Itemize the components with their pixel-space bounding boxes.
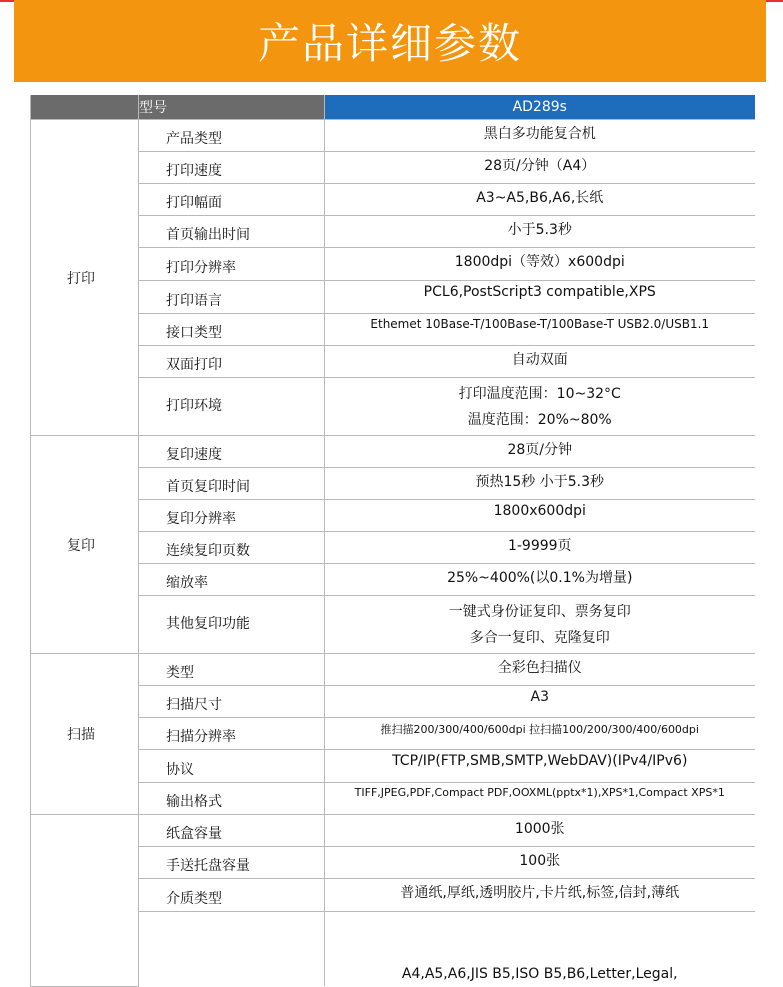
row-value xyxy=(325,596,755,654)
row-label: 打印速度 xyxy=(139,152,325,184)
table-row xyxy=(31,654,755,686)
row-label: 类型 xyxy=(139,654,325,686)
row-label: 连续复印页数 xyxy=(139,532,325,564)
row-label: 协议 xyxy=(139,750,325,783)
table-row xyxy=(31,815,755,847)
row-value: 28页/分钟（A4） xyxy=(325,152,755,184)
header-model-label: 型号 xyxy=(139,95,325,120)
section-copy: 复印 xyxy=(31,436,139,654)
table-row xyxy=(31,532,755,564)
table-row xyxy=(31,184,755,216)
page-title: 产品详细参数 xyxy=(257,19,522,68)
row-value: A3 xyxy=(325,686,755,718)
row-label: 首页复印时间 xyxy=(139,468,325,500)
table-row xyxy=(31,152,755,184)
row-label: 产品类型 xyxy=(139,120,325,152)
row-value: 28页/分钟 xyxy=(325,436,755,468)
row-label: 打印分辨率 xyxy=(139,248,325,281)
table-header-row xyxy=(31,95,755,120)
section-print: 打印 xyxy=(31,120,139,436)
table-row xyxy=(31,596,755,654)
row-label: 打印环境 xyxy=(139,378,325,436)
row-label: 其他复印功能 xyxy=(139,596,325,654)
row-label xyxy=(139,912,325,987)
row-label: 输出格式 xyxy=(139,783,325,815)
row-label: 扫描尺寸 xyxy=(139,686,325,718)
table-row xyxy=(31,783,755,815)
table-row xyxy=(31,281,755,314)
row-value: 普通纸,厚纸,透明胶片,卡片纸,标签,信封,薄纸 xyxy=(325,879,755,912)
table-row xyxy=(31,468,755,500)
row-value: 1800x600dpi xyxy=(325,500,755,532)
row-value: 预热15秒 小于5.3秒 xyxy=(325,468,755,500)
row-value: 小于5.3秒 xyxy=(325,216,755,248)
row-label: 扫描分辨率 xyxy=(139,718,325,750)
row-label: 首页输出时间 xyxy=(139,216,325,248)
row-label: 打印幅面 xyxy=(139,184,325,216)
value-line: 一键式身份证复印、票务复印 xyxy=(448,603,631,620)
section-scan: 扫描 xyxy=(31,654,139,815)
row-value: 全彩色扫描仪 xyxy=(325,654,755,686)
row-value: TIFF,JPEG,PDF,Compact PDF,OOXML(pptx*1),XPS*1,Compact XPS*1 xyxy=(325,783,755,815)
header-model-value: AD289s xyxy=(325,95,755,120)
table-row xyxy=(31,216,755,248)
row-label: 双面打印 xyxy=(139,346,325,378)
row-value: 1000张 xyxy=(325,815,755,847)
row-value: PCL6,PostScript3 compatible,XPS xyxy=(325,281,755,314)
row-label: 复印速度 xyxy=(139,436,325,468)
table-row xyxy=(31,500,755,532)
table-row xyxy=(31,378,755,436)
row-label: 打印语言 xyxy=(139,281,325,314)
spec-table xyxy=(30,95,755,987)
row-value: 25%~400%(以0.1%为增量) xyxy=(325,564,755,596)
table-row xyxy=(31,564,755,596)
value-line: 温度范围：20%~80% xyxy=(467,411,612,428)
row-label: 缩放率 xyxy=(139,564,325,596)
row-label: 手送托盘容量 xyxy=(139,847,325,879)
table-row xyxy=(31,879,755,912)
table-row xyxy=(31,314,755,346)
row-value: 推扫描200/300/400/600dpi 拉扫描100/200/300/400/600dpi xyxy=(325,718,755,750)
value-line: 打印温度范围：10~32°C xyxy=(458,385,621,402)
row-value: TCP/IP(FTP,SMB,SMTP,WebDAV)(IPv4/IPv6) xyxy=(325,750,755,783)
table-row xyxy=(31,436,755,468)
row-value: 黑白多功能复合机 xyxy=(325,120,755,152)
table-row xyxy=(31,248,755,281)
section-paper xyxy=(31,815,139,987)
row-label: 接口类型 xyxy=(139,314,325,346)
row-label: 复印分辨率 xyxy=(139,500,325,532)
row-label: 纸盒容量 xyxy=(139,815,325,847)
row-value: 1-9999页 xyxy=(325,532,755,564)
table-row xyxy=(31,847,755,879)
row-value: 100张 xyxy=(325,847,755,879)
table-row xyxy=(31,912,755,987)
table-row xyxy=(31,346,755,378)
table-row xyxy=(31,120,755,152)
row-value: Ethemet 10Base-T/100Base-T/100Base-T USB2.0/USB1.1 xyxy=(325,314,755,346)
value-line: 多合一复印、克隆复印 xyxy=(469,629,610,646)
header-blank-cell xyxy=(31,95,139,120)
row-value: A4,A5,A6,JIS B5,ISO B5,B6,Letter,Legal, xyxy=(401,966,678,982)
row-value: A3~A5,B6,A6,长纸 xyxy=(325,184,755,216)
table-row xyxy=(31,686,755,718)
title-banner xyxy=(14,0,766,82)
row-value xyxy=(325,378,755,436)
table-row xyxy=(31,750,755,783)
row-value: 1800dpi（等效）x600dpi xyxy=(325,248,755,281)
row-value: 自动双面 xyxy=(325,346,755,378)
table-row xyxy=(31,718,755,750)
row-label: 介质类型 xyxy=(139,879,325,912)
